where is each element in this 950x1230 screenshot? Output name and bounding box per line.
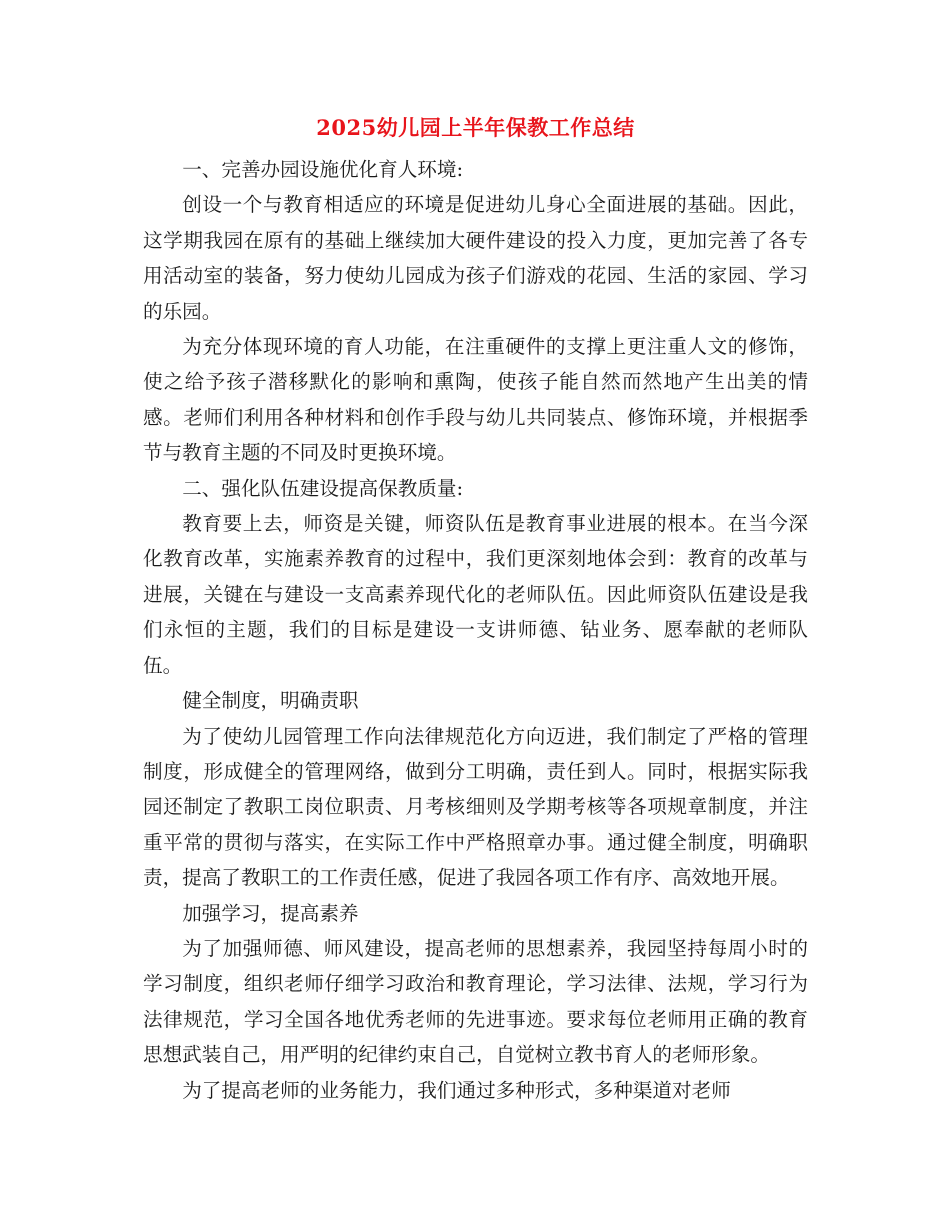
body-paragraph: 创设一个与教育相适应的环境是促进幼儿身心全面进展的基础。因此，这学期我园在原有的基础上继续加大硬件建设的投入力度，更加完善了各专用活动室的装备，努力使幼儿园成为孩子们游戏的花园、生活的家园、学习的乐园。 [143,193,808,323]
subheading-system: 健全制度，明确责职 [182,689,359,713]
document-title: 2025幼儿园上半年保教工作总结 [316,115,635,140]
subheading-study: 加强学习，提高素养 [182,901,359,925]
body-paragraph: 为了使幼儿园管理工作向法律规范化方向迈进，我们制定了严格的管理制度，形成健全的管理网络，做到分工明确，责任到人。同时，根据实际我园还制定了教职工岗位职责、月考核细则及学期考核等各项规章制度，并注重平常的贯彻与落实，在实际工作中严格照章办事。通过健全制度，明确职责，提高了教职工的工作责任感，促进了我园各项工作有序、高效地开展。 [143,724,808,890]
section-heading-2: 二、强化队伍建设提高保教质量: [182,476,464,500]
body-paragraph: 为了加强师德、师风建设，提高老师的思想素养，我园坚持每周小时的学习制度，组织老师仔细学习政治和教育理论，学习法律、法规，学习行为法律规范，学习全国各地优秀老师的先进事迹。要求每位老师用正确的教育思想武装自己，用严明的纪律约束自己，自觉树立教书育人的老师形象。 [143,936,808,1067]
body-paragraph: 教育要上去，师资是关键，师资队伍是教育事业进展的根本。在当今深化教育改革，实施素养教育的过程中，我们更深刻地体会到：教育的改革与进展，关键在与建设一支高素养现代化的老师队伍。因此师资队伍建设是我们永恒的主题，我们的目标是建设一支讲师德、钻业务、愿奉献的老师队伍。 [143,512,808,677]
body-paragraph: 为充分体现环境的育人功能，在注重硬件的支撑上更注重人文的修饰，使之给予孩子潜移默化的影响和熏陶，使孩子能自然而然地产生出美的情感。老师们利用各种材料和创作手段与幼儿共同装点、修饰环境，并根据季节与教育主题的不同及时更换环境。 [143,335,808,465]
body-paragraph: 为了提高老师的业务能力，我们通过多种形式，多种渠道对老师 [182,1078,731,1102]
section-heading-1: 一、完善办园设施优化育人环境: [182,158,464,181]
document-page [143,108,808,1108]
